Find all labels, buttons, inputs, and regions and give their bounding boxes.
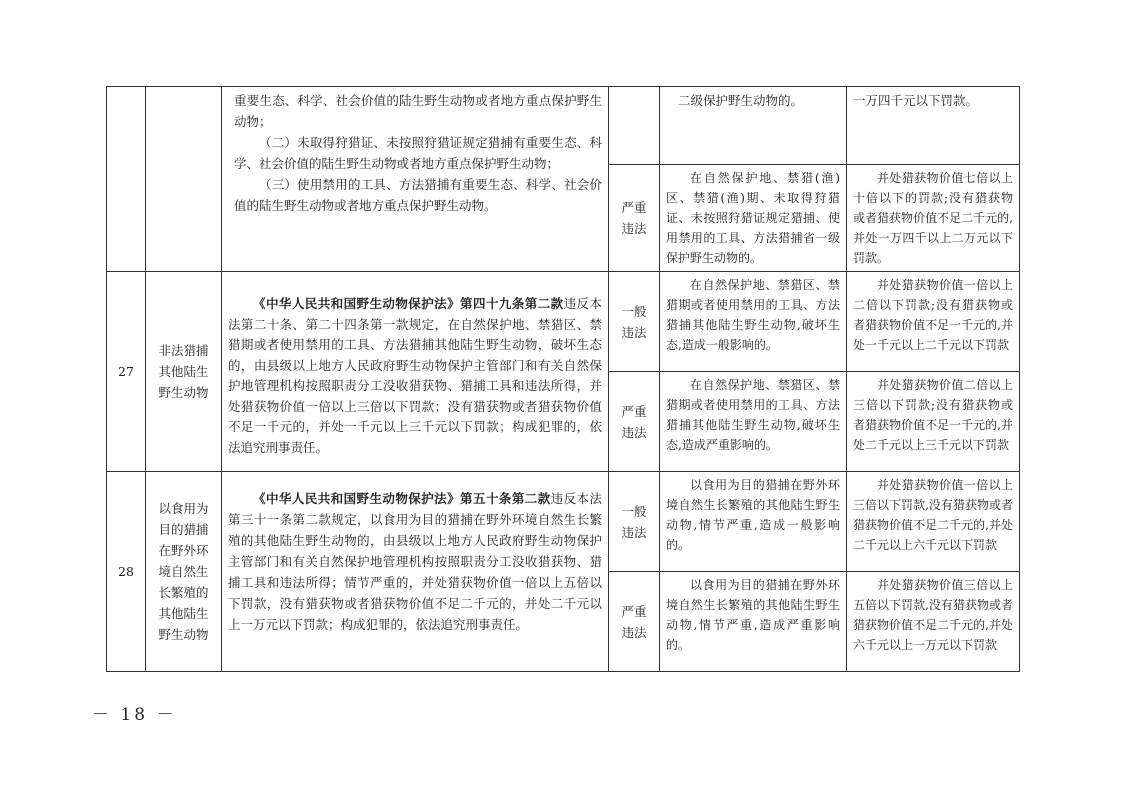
penalty-cell	[847, 87, 1020, 165]
penalty-cell: 并处猎获物价值一倍以上三倍以下罚款,没有猎获物或者猎获物价值不足二千元的,并处二千元以上六千元以下罚款	[847, 472, 1020, 572]
circumstance-cell	[660, 87, 847, 165]
legal-basis-cell	[222, 272, 609, 472]
legal-basis-paragraph: （三）使用禁用的工具、方法猎捕有重要生态、科学、社会价值的陆生野生动物或者地方重点保护野生动物。	[234, 177, 602, 213]
legal-basis-law-title: 《中华人民共和国野生动物保护法》第五十条第二款	[253, 491, 551, 506]
legal-basis-paragraph: （二）未取得狩猎证、未按照狩猎证规定猎捕有重要生态、科学、社会价值的陆生野生动物或者地方重点保护野生动物；	[234, 135, 602, 171]
legal-basis-paragraph: 重要生态、科学、社会价值的陆生野生动物或者地方重点保护野生动物；	[234, 93, 602, 129]
table-row	[107, 87, 1020, 165]
violation-type-cell: 一般违法	[609, 272, 660, 372]
violation-type-cell: 严重违法	[609, 372, 660, 472]
legal-basis-text: 违反本法第三十一条第二款规定，以食用为目的猎捕在野外环境自然生长繁殖的其他陆生野生动物的，由县级以上地方人民政府野生动物保护主管部门和有关自然保护地管理机构按照职责分工没收猎获物、猎捕工具和违法所得；情节严重的，并处猎获物价值一倍以上五倍以下罚款，没有猎获物或者猎获物价值不足二千元的，并处二千元以上一万元以下罚款；构成犯罪的，依法追究刑事责任。	[228, 491, 602, 632]
violation-type-cell: 严重违法	[609, 165, 660, 272]
circumstance-cell: 以食用为目的猎捕在野外环境自然生长繁殖的其他陆生野生动物,情节严重,造成严重影响的。	[660, 572, 847, 672]
violation-name-cell	[146, 87, 222, 272]
table-row	[107, 272, 1020, 372]
table-row	[107, 472, 1020, 572]
violation-type-cell: 严重违法	[609, 572, 660, 672]
violation-type-cell: 一般违法	[609, 472, 660, 572]
penalty-cell: 并处猎获物价值三倍以上五倍以下罚款,没有猎获物或者猎获物价值不足二千元的,并处六千元以上一万元以下罚款	[847, 572, 1020, 672]
row-number-cell	[107, 87, 146, 272]
legal-basis-text: 违反本法第二十条、第二十四条第一款规定，在自然保护地、禁猎区、禁猎期或者使用禁用的工具、方法猎捕其他陆生野生动物，破坏生态的，由县级以上地方人民政府野生动物保护主管部门和有关自然保护地管理机构按照职责分工没收猎获物、猎捕工具和违法所得，并处猎获物价值一倍以上三倍以下罚款；没有猎获物或者猎获物价值不足一千元的，并处一千元以上三千元以下罚款；构成犯罪的，依法追究刑事责任。	[228, 296, 602, 455]
penalty-standard-table	[106, 86, 1020, 672]
penalty-text: 一万四千元以下罚款。	[853, 93, 979, 108]
legal-basis-cell	[222, 87, 609, 272]
circumstance-cell: 以食用为目的猎捕在野外环境自然生长繁殖的其他陆生野生动物,情节严重,造成一般影响的。	[660, 472, 847, 572]
circumstance-cell: 在自然保护地、禁猎(渔)区、禁猎(渔)期、未取得狩猎证、未按照狩猎证规定猎捕、使用禁用的工具、方法猎捕省一级保护野生动物的。	[660, 165, 847, 272]
violation-name-cell: 非法猎捕其他陆生野生动物	[146, 272, 222, 472]
penalty-cell: 并处猎获物价值二倍以上三倍以下罚款;没有猎获物或者猎获物价值不足一千元的,并处二千元以上三千元以下罚款	[847, 372, 1020, 472]
penalty-cell: 并处猎获物价值七倍以上十倍以下的罚款;没有猎获物或者猎获物价值不足二千元的,并处一万四千以上二万元以下罚款。	[847, 165, 1020, 272]
circumstance-cell: 在自然保护地、禁猎区、禁猎期或者使用禁用的工具、方法猎捕其他陆生野生动物,破坏生态,造成严重影响的。	[660, 372, 847, 472]
penalty-cell: 并处猎获物价值一倍以上二倍以下罚款;没有猎获物或者猎获物价值不足一千元的,并处一千元以上二千元以下罚款	[847, 272, 1020, 372]
page-number: － 18 －	[92, 705, 177, 725]
circumstance-cell: 在自然保护地、禁猎区、禁猎期或者使用禁用的工具、方法猎捕其他陆生野生动物,破坏生态,造成一般影响的。	[660, 272, 847, 372]
legal-basis-cell	[222, 472, 609, 672]
violation-name-cell: 以食用为目的猎捕在野外环境自然生长繁殖的其他陆生野生动物	[146, 472, 222, 672]
row-number-cell: 28	[107, 472, 146, 672]
circumstance-text: 二级保护野生动物的。	[678, 93, 804, 108]
legal-basis-law-title: 《中华人民共和国野生动物保护法》第四十九条第二款	[253, 296, 564, 311]
row-number-cell: 27	[107, 272, 146, 472]
violation-type-cell	[609, 87, 660, 165]
